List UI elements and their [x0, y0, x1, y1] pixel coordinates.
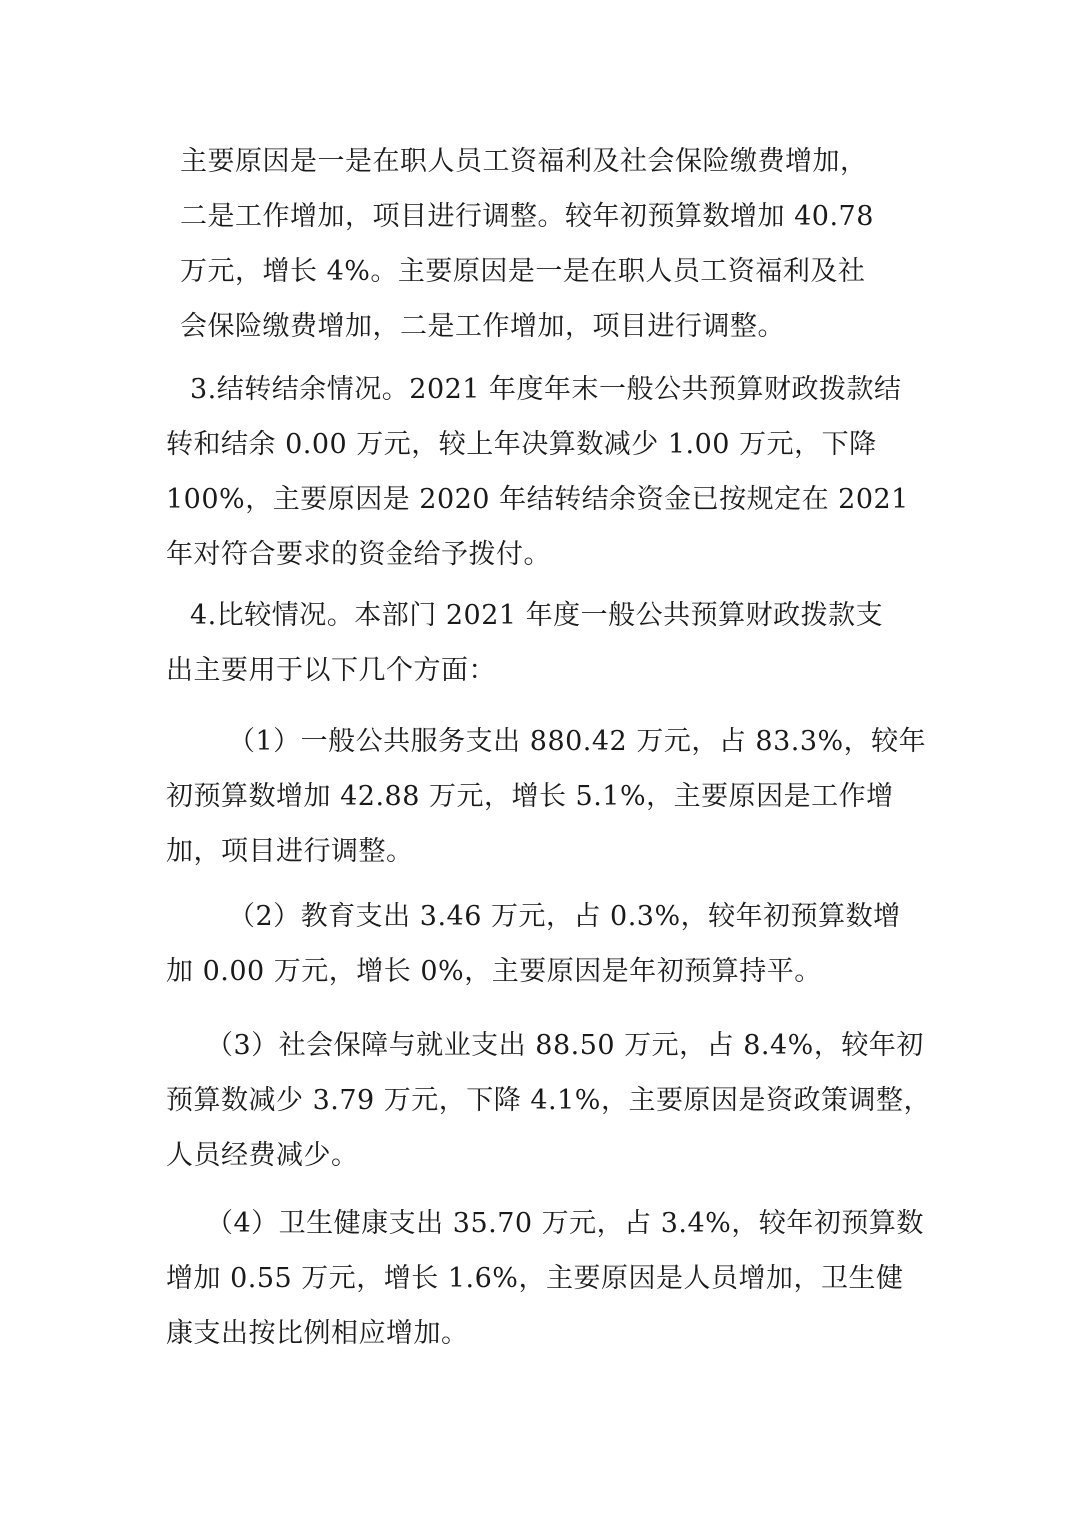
- text-line: 增加 0.55 万元，增长 1.6%，主要原因是人员增加，卫生健: [166, 1263, 904, 1294]
- paragraph-health: [166, 1196, 924, 1361]
- text-line: （2）教育支出 3.46 万元，占 0.3%，较年初预算数增: [228, 901, 901, 932]
- text-line: 出主要用于以下几个方面：: [166, 655, 496, 686]
- paragraph-carryover-balance: [166, 362, 909, 582]
- text-line: （4）卫生健康支出 35.70 万元，占 3.4%，较年初预算数: [206, 1208, 924, 1239]
- text-line: 4.比较情况。本部门 2021 年度一般公共预算财政拨款支: [190, 600, 884, 631]
- text-line: 万元，增长 4%。主要原因是一是在职人员工资福利及社: [180, 256, 866, 287]
- text-line: 加 0.00 万元，增长 0%，主要原因是年初预算持平。: [166, 956, 822, 987]
- text-line: 加，项目进行调整。: [166, 836, 414, 867]
- paragraph-comparison: [166, 588, 883, 698]
- text-line: 会保险缴费增加，二是工作增加，项目进行调整。: [180, 311, 785, 342]
- text-line: 转和结余 0.00 万元，较上年决算数减少 1.00 万元，下降: [166, 429, 877, 460]
- text-line: （1）一般公共服务支出 880.42 万元，占 83.3%，较年: [228, 726, 927, 757]
- text-line: 3.结转结余情况。2021 年度年末一般公共预算财政拨款结: [190, 374, 902, 405]
- text-line: 康支出按比例相应增加。: [166, 1318, 469, 1349]
- paragraph-general-public-services: [166, 714, 926, 879]
- paragraph-salary-reasons: [180, 134, 874, 354]
- text-line: 主要原因是一是在职人员工资福利及社会保险缴费增加，: [180, 146, 868, 177]
- text-line: 人员经费减少。: [166, 1140, 359, 1171]
- paragraph-social-security: [166, 1018, 931, 1183]
- text-line: 初预算数增加 42.88 万元，增长 5.1%，主要原因是工作增: [166, 781, 894, 812]
- text-line: 二是工作增加，项目进行调整。较年初预算数增加 40.78: [180, 201, 874, 232]
- paragraph-education: [166, 889, 901, 999]
- text-line: 100%，主要原因是 2020 年结转结余资金已按规定在 2021: [166, 484, 909, 515]
- text-line: （3）社会保障与就业支出 88.50 万元，占 8.4%，较年初: [206, 1030, 924, 1061]
- text-line: 年对符合要求的资金给予拨付。: [166, 539, 551, 570]
- text-line: 预算数减少 3.79 万元，下降 4.1%，主要原因是资政策调整，: [166, 1085, 931, 1116]
